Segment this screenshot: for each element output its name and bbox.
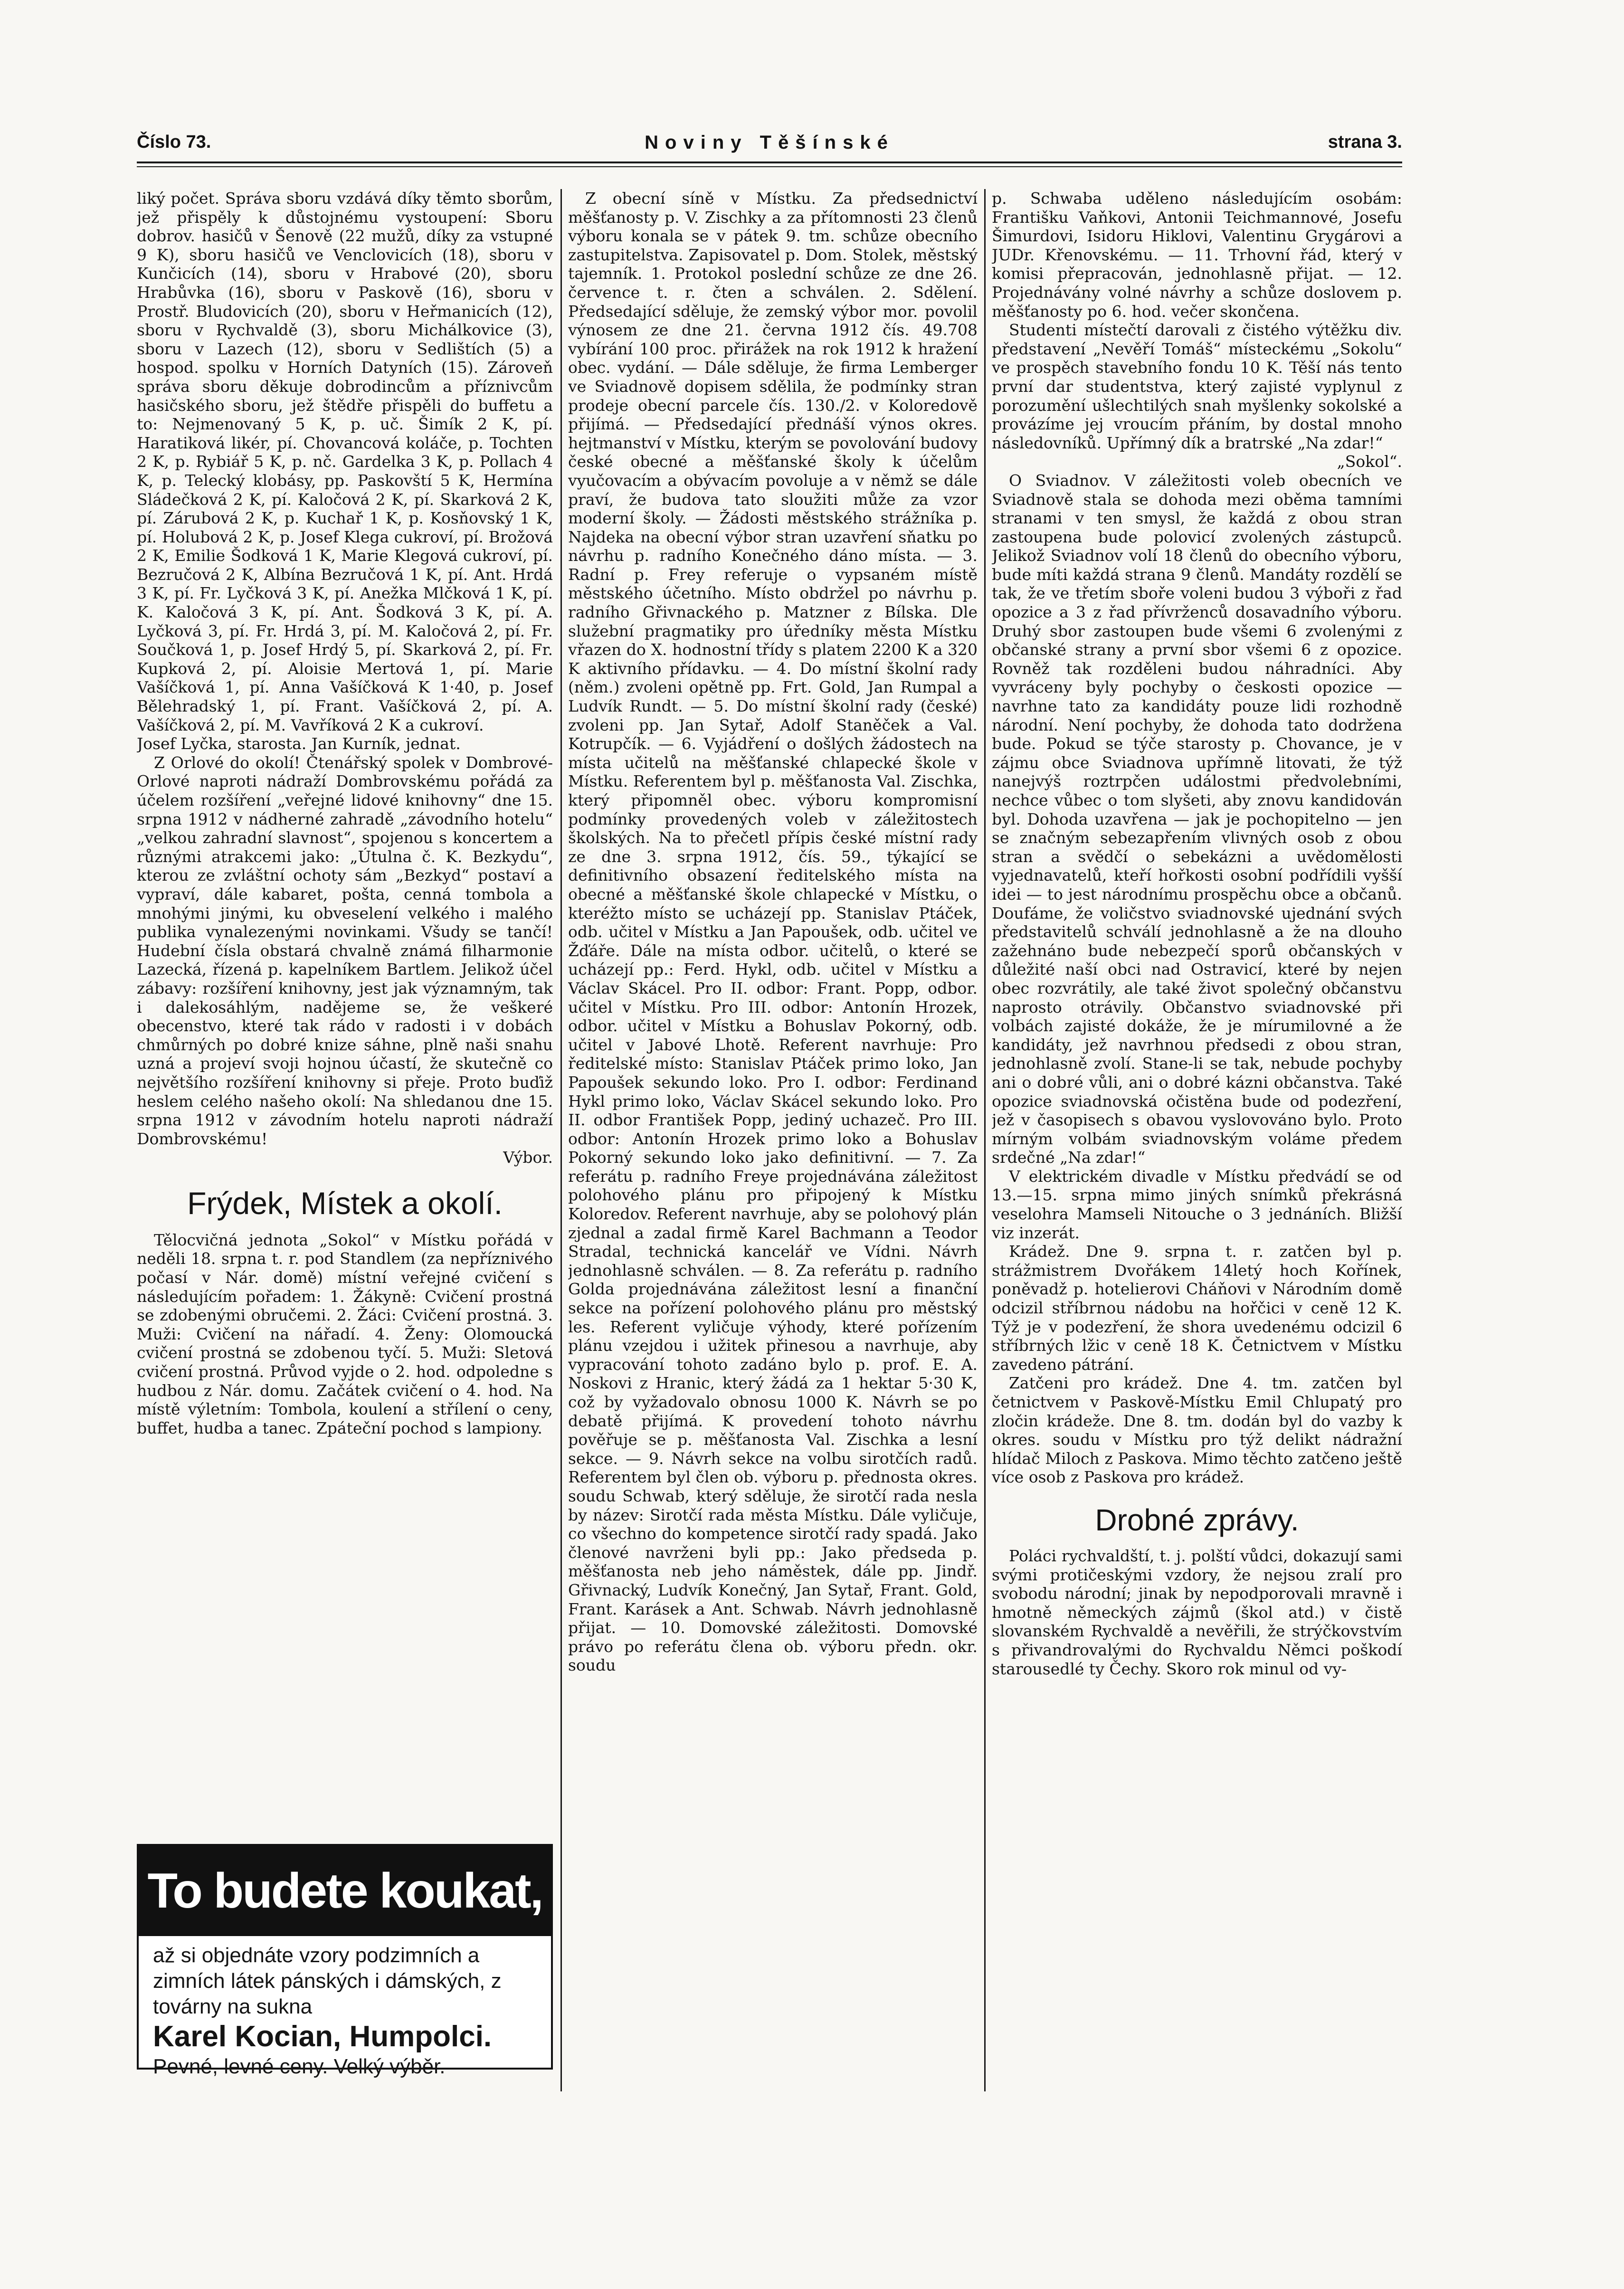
article-fire-brigade-thanks: liký počet. Správa sboru vzdává díky těmto sborům, jež přispěly k důstojnému vystoupení: Sboru dobrov. hasičů v Šenově (22 mužů, díky za vstupné 9 K), sboru hasičů ve Venclovicích (18), sboru v Kunčicích (14), sboru v Hrabové (20), sboru Hrabůvka (16), sboru v Paskově (16), sboru v Prostř. Bludovicích (20), sboru v Heřmanicích (12), sboru v Rychvaldě (3), sboru Michálkovice (3), sboru v Lazech (12), sboru v Sedlištích (5) a hospod. spolku v Horních Datyních (15). Zároveň správa sboru děkuje dobrodincům a příznivcům hasičského sboru, jež štědře přispěli do buffetu a to: Nejmenovaný 5 K, p. uč. Šimík 2 K, pí. Haratiková likér, pí. Chovancová koláče, p. Tochten 2 K, p. Rybiář 5 K, p. nč. Gardelka 3 K, p. Pollach 4 K, p. Telecký klobásy, pp. Paskovští 5 K, Hermína Sládečková 2 K, pí. Kaločová 2 K, pí. Skarková 2 K, pí. Zárubová 2 K, p. Kuchař 1 K, p. Kosňovský 1 K, pí. Holubová 2 K, p. Josef Klega cukroví, pí. Brožová 2 K, Emilie Šodková 1 K, Marie Klegová cukroví, pí. Bezručová 2 K, Albína Bezručová 1 K, pí. Ant. Hrdá 3 K, pí. Fr. Lyčková 3 K, pí. Anežka Mlčková 1 K, pí. K. Kaločová 3 K, pí. Ant. Šodková 3 K, pí. A. Lyčková 3, pí. Fr. Hrdá 3, pí. M. Kaločová 2, pí. Fr. Součková 1, p. Josef Hrdý 5, pí. Skarková 2, pí. Fr. Kupková 2, pí. Aloisie Mertová 1, pí. Marie Vašíčková 1, pí. Anna Vašíčková K 1·40, p. Josef Bělehradský 1, pí. Frant. Vašíčková 2, pí. A. Vašíčková 2, pí. M. Vavříková 2 K a cukroví. xyxy=(137,189,553,734)
page-header xyxy=(137,132,1402,161)
article-arrests: Zatčeni pro krádež. Dne 4. tm. zatčen byl četnictvem v Paskově-Místku Emil Chlupatý pro zločin krádeže. Dne 8. tm. dodán byl do vazby k okres. soudu v Místku pro týž delikt nádražní hlídač Miloch z Paskova. Mimo těchto zatčeno ještě více osob z Paskova pro krádež. xyxy=(992,1374,1402,1487)
sokol-signature: „Sokol“. xyxy=(1337,452,1402,471)
fire-brigade-signature: Josef Lyčka, starosta. Jan Kurník, jednat. xyxy=(137,734,461,753)
article-students-donation: Studenti místečtí darovali z čistého výtěžku div. představení „Nevěří Tomáš“ místeckému „Sokolu“ ve prospěch stavebního fondu 10 K. Těší nás tento první dar studentstva, který zajisté vyplynul z porozumění ušlechtilých snah myšlenky sokolské a provázíme jej vroucím přáním, by dostal mnoho následovníků. Upřímný dík a bratrské „Na zdar!“ xyxy=(992,321,1402,452)
column-divider-2 xyxy=(984,189,986,2091)
column-1 xyxy=(137,189,553,1833)
ad-body xyxy=(139,1936,551,2086)
column-2 xyxy=(568,189,978,2099)
festival-signature: Výbor. xyxy=(503,1148,553,1167)
article-rychvald: Poláci rychvaldští, t. j. polští vůdci, dokazují sami svými protičeskými vzdory, že nejsou zralí pro svobodu národní; jinak by nepodporovali mravně i hmotně německých zájmů (škol atd.) v čistě slovanském Rychvaldě a nevěřili, že strýčkovstvím s přivandrovalými do Rychvaldu Němci poškodí starousedlé ty Čechy. Skoro rok minul od vy- xyxy=(992,1546,1402,1678)
article-electric-theatre: V elektrickém divadle v Místku předvádí se od 13.—15. srpna mimo jiných snímků překrásná veselohra Mamseli Nitouche o 3 jednáních. Bližší viz inzerát. xyxy=(992,1167,1402,1242)
ad-tagline: Pevné, levné ceny. Velký výběr. xyxy=(153,2055,446,2078)
article-council-continued: p. Schwaba uděleno následujícím osobám: Františku Vaňkovi, Antonii Teichmannové, Josefu Šimurdovi, Isidoru Hiklovi, Valentinu Grygárovi a JUDr. Křenovskému. — 11. Trhovní řád, který v komisi přepracován, jednohlasně přijat. — 12. Projednávány volné návrhy a schůze doslovem p. měšťanosty po 6. hod. večer skončena. xyxy=(992,189,1402,321)
article-town-council: Z obecní síně v Místku. Za předsednictví měšťanosty p. V. Zischky a za přítomnosti 23 členů výboru konala se v pátek 9. tm. schůze obecního zastupitelstva. Zapisovatel p. Dom. Stolek, městský tajemník. 1. Protokol poslední schůze ze dne 26. července t. r. čten a schválen. 2. Sdělení. Předsedající sděluje, že zemský výbor mor. povolil výnosem ze dne 21. června 1912 čís. 49.708 vybírání 100 proc. přirážek na rok 1912 k hražení obec. vydání. — Dále sděluje, že firma Lemberger ve Sviadnově dopisem sdělila, že podmínky stran prodeje obecní parcele čís. 130./2. v Koloredově přijímá. — Předsedající přednáší výnos okres. hejtmanství v Místku, kterým se povolování budovy české obecné a měšťanské školy k účelům vyučovacím a obývacím povoluje a v němž se dále praví, že budova tato sloužiti může za vzor moderní školy. — Žádosti městského strážníka p. Najdeka na obecní výbor stran uzavření sňatku po návrhu p. radního Konečného dáno místa. — 3. Radní p. Frey referuje o vypsaném místě městského účetního. Místo obdržel po návrhu p. radního Gřivnackého p. Matzner z Bílska. Dle služební pragmatiky pro úředníky města Místku vřazen do X. hodnostní třídy s platem 2200 K a 320 K aktivního přídavku. — 4. Do místní školní rady (něm.) zvoleni opětně pp. Frt. Gold, Jan Rumpal a Ludvík Rundt. — 5. Do místní školní rady (české) zvoleni pp. Jan Sytař, Adolf Staněček a Val. Kotrupčík. — 6. Vyjádření o došlých žádostech na místa učitelů na měšťanské chlapecké škole v Místku. Referentem byl p. měšťanosta Val. Zischka, který připomněl obec. výboru kompromisní podmínky provedených voleb v záležitostech školských. Na to přečetl přípis české místní rady ze dne 3. srpna 1912, čís. 59., týkající se definitivního obsazení ředitelského místa na obecné a měšťanské škole chlapecké v Místku, o kteréžto místo se ucházejí pp. Stanislav Ptáček, odb. učitel v Místku a Jan Papoušek, odb. učitel ve Žďáře. Dále na místa odbor. učitelů, o které se ucházejí pp.: Ferd. Hykl, odb. učitel v Místku a Václav Skácel. Pro II. odbor: Frant. Popp, odbor. učitel v Místku. Pro III. odbor: Antonín Hrozek, odbor. učitel v Místku a Bohuslav Pokorný, odb. učitel v Jabové Lhotě. Referent navrhuje: Pro ředitelské místo: Stanislav Ptáček primo loko, Jan Papoušek sekundo loko. Pro I. odbor: Ferdinand Hykl primo loko, Václav Skácel sekundo loko. Pro II. odbor František Popp, jediný uchazeč. Pro III. odbor: Antonín Hrozek primo loko a Bohuslav Pokorný sekundo loko jako definitivní. — 7. Za referátu p. radního Freye projednávána záležitost polohového plánu pro připojený k Místku Koloredov. Referent navrhuje, aby se polohový plán zjednal a zadal firmě Karel Bachmann a Teodor Stradal, technická kancelář ve Vídni. Návrh jednohlasně schválen. — 8. Za referátu p. radního Golda projednávána záležitost lesní a finanční sekce na pořízení polohového plánu pro městský les. Referent vyličuje výhody, které pořízením plánu vzejdou i užitek přinesou a navrhuje, aby vypracování tohoto zadáno bylo p. prof. E. A. Noskovi z Hranic, který žádá za 1 hektar 5·30 K, což by vyžadovalo obnosu 1000 K. Návrh se po debatě přijímá. K provedení tohoto návrhu pověřuje se p. měšťanosta Val. Zischka a lesní sekce. — 9. Návrh sekce na volbu sirotčích radů. Referentem byl člen ob. výboru p. přednosta okres. soudu Schwab, který sděluje, že sirotčí rada nesla by název: Sirotčí rada města Místku. Dále vyličuje, co všechno do kompetence sirotčí rady spadá. Jako členové navrženi byli pp.: Jako předseda p. měšťanosta neb jeho náměstek, dále pp. Jindř. Gřivnacký, Ludvík Konečný, Jan Sytař, Frant. Gold, Frant. Karásek a Ant. Schwab. Návrh jednohlasně přijat. — 10. Domovské záležitosti. Domovské právo po referátu člena ob. výboru předn. okr. soudu xyxy=(568,189,978,1675)
article-sviadnov: O Sviadnov. V záležitosti voleb obecních ve Sviadnově stala se dohoda mezi oběma tamními stranami v ten smysl, že každá z obou stran zastoupena bude polovicí zvolených zástupců. Jelikož Sviadnov volí 18 členů do obecního výboru, bude míti každá strana 9 členů. Mandáty rozdělí se tak, že ve třetím sboře voleni budou 3 výboři z řad opozice a 3 z řad přívrženců dosavadního výboru. Druhý sbor zastoupen bude všemi 6 zvolenými z občanské strany a první sbor všemi 6 z opozice. Rovněž tak rozděleni budou náhradníci. Aby vyvráceny byly pochyby o českosti opozice — navrhne tato za kandidáty pouze lidi rozhodně národní. Není pochyby, že dohoda tato dodržena bude. Pokud se týče starosty p. Chovance, je v zájmu obce Sviadnova upřímně litovati, že týž nanejvýš roztrpčen událostmi předvolebními, nechce vůbec o tom slyšeti, aby znovu kandidován byl. Dohoda uzavřena — jak je pochopitelno — jen se značným sebezapřením vlivných osob z obou stran a svědčí o sebekázni a uvědomělosti vyjednavatelů, kteří hořkosti osobní podřídili vyšší idei — to jest národnímu prospěchu obce a občanů. Doufáme, že voličstvo sviadnovské ujednání svých představitelů schválí jednohlasně a že na dlouho zažehnáno bude nebezpečí sporů občanských v důležité naší obci nad Ostravicí, které by nejen obec rozvrátily, ale také život společný občanstvu naprosto otrávily. Občanstvo sviadnovské při volbách zajisté dokáže, že je mírumilovné a že kandidáty, jež navrhnou předsedi z obou stran, jednohlasně zvolí. Stane-li se tak, nebude pochyby ani o dobré vůli, ani o dobré kázni občanstva. Také opozice sviadnovská očistěna bude od podezření, jež v časopisech s obavou vyslovováno bylo. Proto mírným volbám sviadnovským voláme předem srdečné „Na zdar!“ xyxy=(992,471,1402,1167)
advertisement-kocian xyxy=(137,1844,553,2078)
section-heading-drobne: Drobné zprávy. xyxy=(1095,1502,1299,1537)
page-number: strana 3. xyxy=(1328,132,1402,152)
column-divider-1 xyxy=(560,189,562,2091)
ad-text: až si objednáte vzory podzimních a zimních látek pánských i dámských, z továrny na sukna xyxy=(153,1944,502,2018)
article-sokol-exercise: Tělocvičná jednota „Sokol“ v Místku pořádá v neděli 18. srpna t. r. pod Standlem (za nepříznivého počasí v Nár. domě) místní veřejné cvičení s následujícím pořadem: 1. Žákyně: Cvičení prostná se zdobenými obručemi. 2. Žáci: Cvičení prostná. 3. Muži: Cvičení na nářadí. 4. Ženy: Olomoucká cvičení prostná se zdobenou tyčí. 5. Muži: Sletová cvičení prostná. Průvod vyjde o 2. hod. odpoledne s hudbou z Nár. domu. Začátek cvičení o 4. hod. Na místě výletním: Tombola, koulení a střílení o ceny, buffet, hudba a tanec. Zpáteční pochod s lampiony. xyxy=(137,1230,553,1437)
header-rule-thin xyxy=(137,166,1402,167)
section-heading-frydek: Frýdek, Místek a okolí. xyxy=(187,1185,503,1221)
article-orlova-festival: Z Orlové do okolí! Čtenářský spolek v Dombrové-Orlové naproti nádraží Dombrovskému pořádá za účelem rozšíření „veřejné lidové knihovny“ dne 15. srpna 1912 v nádherné zahradě „závodního hotelu“ „velkou zahradní slavnost“, spojenou s koncertem a různými atrakcemi jako: „Útulna č. K. Bezkydu“, kterou ze zvláštní ochoty sám „Bezkyd“ postaví a vypraví, dále kabaret, pošta, cenná tombola a mnohými jinými, ku obveselení velkého i malého publika vynalezenými novinkami. Všudy se tančí! Hudební čísla obstará chvalně známá filharmonie Lazecká, řízená p. kapelníkem Bartlem. Jelikož účel zábavy: rozšíření knihovny, jest jak významným, tak i dalekosáhlým, nadějeme se, že veškeré obecenstvo, které tak rádo v radosti i v dobách chmůrných po dobré knize sáhne, plně naši snahu uzná a projeví svoji hojnou účastí, že skutečně co největšího rozšíření knihovny si přeje. Proto buďiž heslem celého našeho okolí: Na shledanou dne 15. srpna 1912 v závodním hotelu naproti nádraží Dombrovskému! xyxy=(137,753,553,1148)
ad-headline: To budete koukat, xyxy=(139,1846,551,1936)
issue-number: Číslo 73. xyxy=(137,132,211,152)
article-theft: Krádež. Dne 9. srpna t. r. zatčen byl p. strážmistrem Dvořákem 14letý hoch Kořínek, poněvadž p. hotelierovi Cháňovi v Národním domě odcizil stříbrnou nádobu na hořčici v ceně 12 K. Týž je v podezření, že shora uvedenému odcizil 6 stříbrných lžic v ceně 18 K. Četnictvem v Místku zavedeno pátrání. xyxy=(992,1242,1402,1374)
newspaper-title: Noviny Těšínské xyxy=(645,132,894,153)
header-rule xyxy=(137,161,1402,163)
column-3 xyxy=(992,189,1402,2099)
ad-company: Karel Kocian, Humpolci. xyxy=(153,2020,492,2053)
